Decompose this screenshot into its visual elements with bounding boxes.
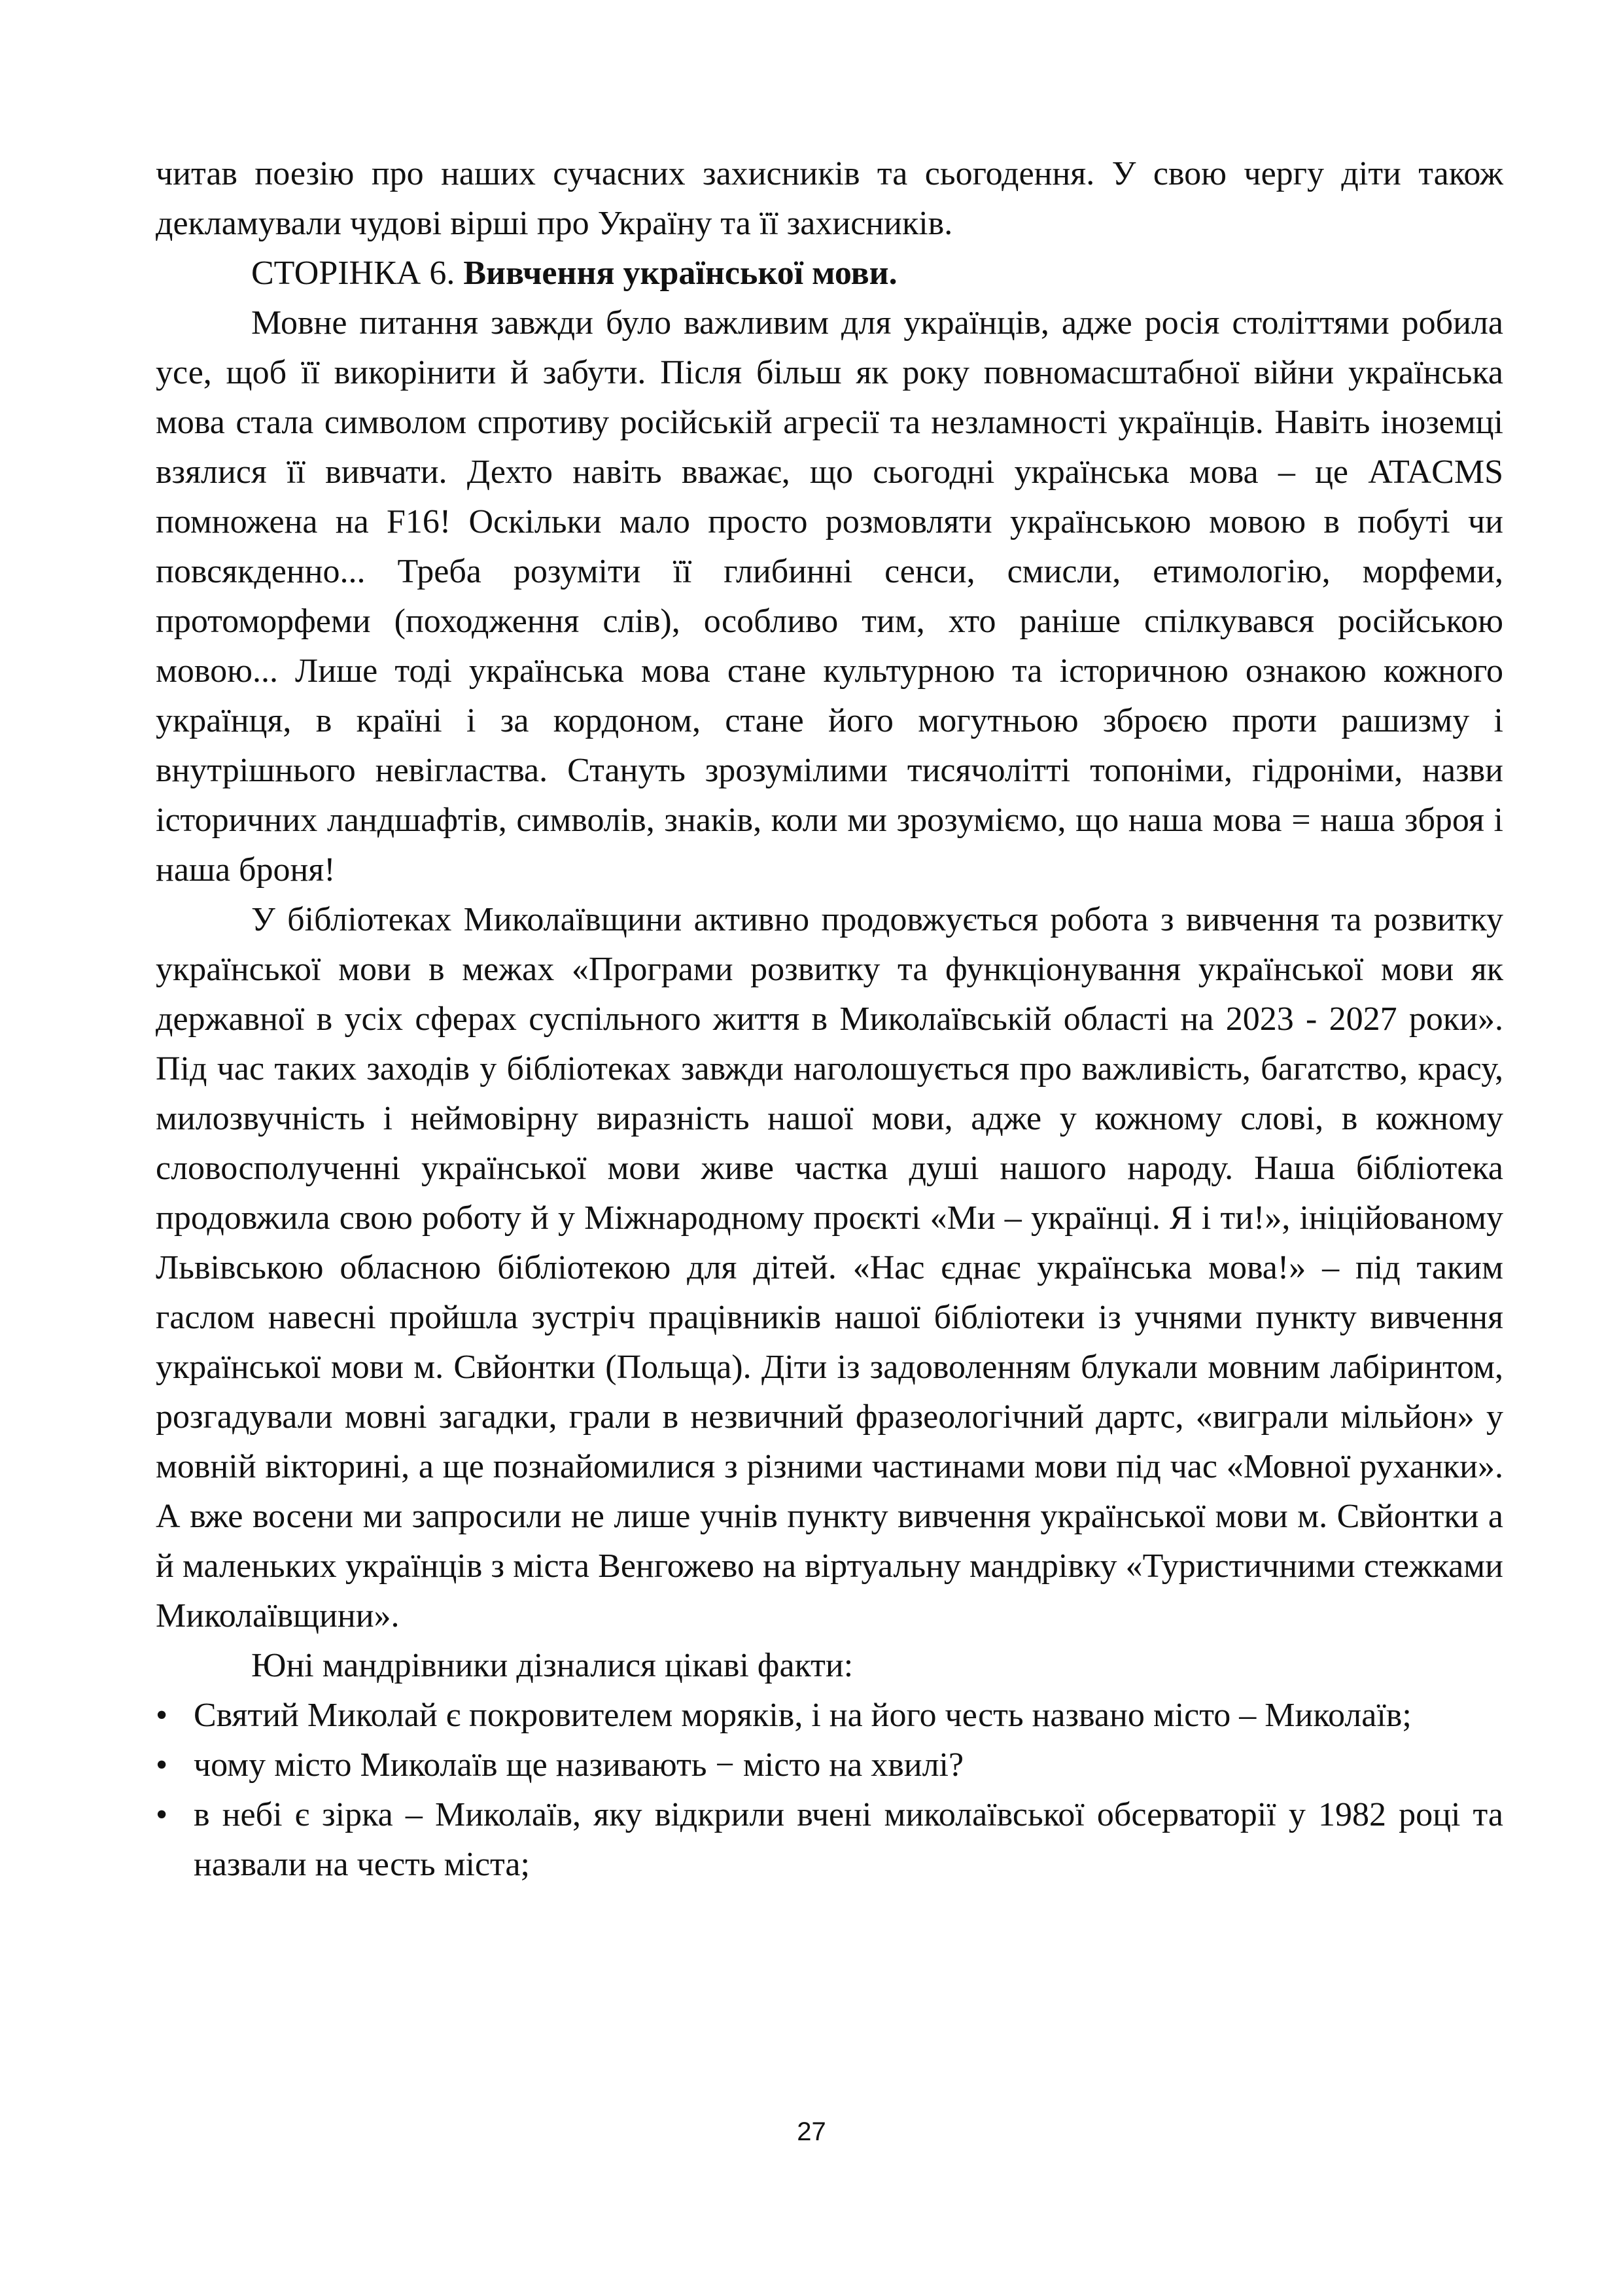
- paragraph-continuation: читав поезію про наших сучасних захисників та сьогодення. У свою чергу діти також декламували чудові вірші про Україну та її захисників.: [156, 155, 1503, 242]
- list-item-text: Святий Миколай є покровителем моряків, і на його честь названо місто – Миколаїв;: [194, 1697, 1412, 1734]
- list-item: [156, 1790, 1503, 1890]
- list-item-text: чому місто Миколаїв ще називають − місто на хвилі?: [194, 1746, 964, 1784]
- page-number: 27: [797, 2117, 826, 2146]
- list-item-text: в небі є зірка – Миколаїв, яку відкрили вчені миколаївської обсерваторії у 1982 році та назвали на честь міста;: [194, 1796, 1503, 1883]
- paragraph-language-question: Мовне питання завжди було важливим для українців, адже росія століттями робила усе, щоб її викорінити й забути. Після більш як року повномасштабної війни українська мова стала символом спротиву російській агресії та незламності українців. Навіть іноземці взялися її вивчати. Дехто навіть вважає, що сьогодні українська мова – це ATACMS помножена на F16! Оскільки мало просто розмовляти українською мовою в побуті чи повсякденно... Треба розуміти її глибинні сенси, смисли, етимологію, морфеми, протоморфеми (походження слів), особливо тим, хто раніше спілкувався російською мовою... Лише тоді українська мова стане культурною та історичною ознакою кожного українця, в країні і за кордоном, стане його могутньою зброєю проти рашизму і внутрішнього невігластва. Стануть зрозумілими тисячолітті топоніми, гідроніми, назви історичних ландшафтів, символів, знаків, коли ми зрозуміємо, що наша мова = наша зброя і наша броня!: [156, 304, 1503, 889]
- list-item: [156, 1740, 1503, 1790]
- section-label: СТОРІНКА 6.: [251, 255, 464, 292]
- bullet-icon: •: [156, 1697, 168, 1734]
- bullet-icon: •: [156, 1796, 168, 1833]
- page-body: [156, 149, 1503, 1890]
- bullet-icon: •: [156, 1746, 168, 1784]
- section-title: Вивчення української мови.: [463, 255, 898, 292]
- paragraph-facts-intro: Юні мандрівники дізналися цікаві факти:: [251, 1647, 854, 1684]
- list-item: [156, 1691, 1503, 1740]
- paragraph-libraries: У бібліотеках Миколаївщини активно продовжується робота з вивчення та розвитку української мови в межах «Програми розвитку та функціонування української мови як державної в усіх сферах суспільного життя в Миколаївській області на 2023 - 2027 роки». Під час таких заходів у бібліотеках завжди наголошується про важливість, багатство, красу, милозвучність і неймовірну виразність нашої мови, адже у кожному слові, в кожному словосполученні української мови живе частка душі нашого народу. Наша бібліотека продовжила свою роботу й у Міжнародному проєкті «Ми – українці. Я і ти!», ініційованому Львівською обласною бібліотекою для дітей. «Нас єднає українська мова!» – під таким гаслом навесні пройшла зустріч працівників нашої бібліотеки із учнями пункту вивчення української мови м. Свйонтки (Польща). Діти із задоволенням блукали мовним лабіринтом, розгадували мовні загадки, грали в незвичний фразеологічний дартс, «виграли мільйон» у мовній вікторині, а ще познайомилися з різними частинами мови під час «Мовної руханки». А вже восени ми запросили не лише учнів пункту вивчення української мови м. Свйонтки а й маленьких українців з міста Венгожево на віртуальну мандрівку «Туристичними стежками Миколаївщини».: [156, 901, 1503, 1634]
- section-heading: [156, 249, 1503, 298]
